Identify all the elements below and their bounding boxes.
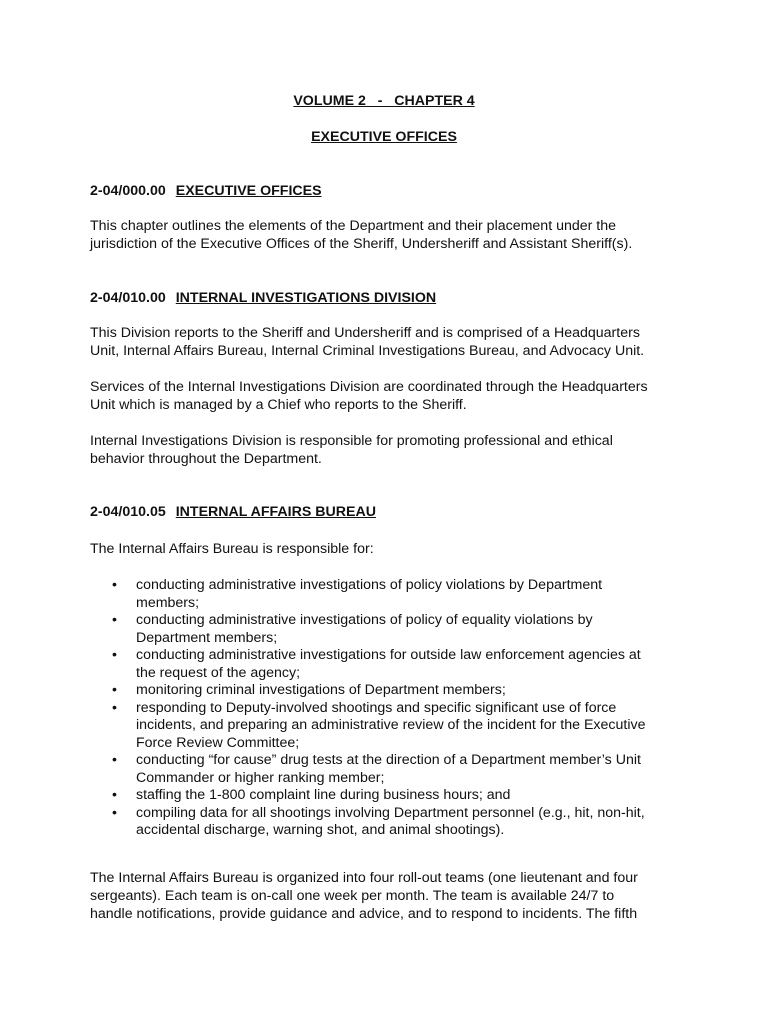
list-item: • conducting administrative investigations of policy violations by Department members; — [112, 577, 603, 611]
section-title: INTERNAL AFFAIRS BUREAU — [175, 504, 376, 520]
list-item: • conducting administrative investigations for outside law enforcement agencies at the request of the agency; — [112, 647, 641, 681]
bullet-icon: • — [112, 612, 117, 628]
chapter-title: EXECUTIVE OFFICES — [311, 129, 457, 145]
list-item: • compiling data for all shootings involving Department personnel (e.g., hit, non-hit, accidental discharge, warning shot, and animal shootings). — [112, 804, 645, 838]
paragraph: This Division reports to the Sheriff and Undersheriff and is comprised of a Headquarters Unit, Internal Affairs Bureau, Internal Criminal Investigations Bureau, and Advocacy Unit. — [90, 325, 645, 359]
list-item: • conducting administrative investigations of policy of equality violations by Department members; — [112, 612, 593, 646]
responsibilities-list — [90, 576, 710, 839]
section-heading-internal-investigations-division — [90, 289, 436, 307]
paragraph: The Internal Affairs Bureau is responsible for: — [90, 541, 374, 557]
paragraph: Services of the Internal Investigations Division are coordinated through the Headquarters Unit which is managed by a Chief who reports to the Sheriff. — [90, 379, 648, 413]
paragraph: The Internal Affairs Bureau is organized into four roll-out teams (one lieutenant and four sergeants). Each team is on-call one week per month. The team is available 24/7 to handle notifications, provide guidance and advice, and to respond to incidents. The fifth — [90, 870, 638, 922]
section-heading-internal-affairs-bureau — [90, 503, 376, 521]
bullet-icon: • — [112, 752, 117, 768]
list-item: • conducting “for cause” drug tests at the direction of a Department member’s Unit Commander or higher ranking member; — [112, 752, 641, 786]
bullet-icon: • — [112, 804, 117, 821]
section-title: INTERNAL INVESTIGATIONS DIVISION — [175, 290, 437, 306]
section-title: EXECUTIVE OFFICES — [175, 183, 322, 199]
bullet-icon: • — [112, 647, 117, 663]
section-number: 2-04/010.05 — [90, 504, 166, 520]
bullet-icon: • — [112, 699, 117, 716]
paragraph: This chapter outlines the elements of the Department and their placement under the jurisdiction of the Executive Offices of the Sheriff, Undersheriff and Assistant Sheriff(s). — [90, 218, 633, 252]
list-item: • staffing the 1-800 complaint line during business hours; and — [112, 787, 511, 803]
volume-title: VOLUME 2 - CHAPTER 4 — [293, 93, 475, 109]
section-heading-executive-offices — [90, 182, 322, 200]
paragraph: Internal Investigations Division is responsible for promoting professional and ethical behavior throughout the Department. — [90, 433, 613, 467]
section-number: 2-04/000.00 — [90, 183, 166, 199]
list-item: • monitoring criminal investigations of Department members; — [112, 682, 506, 698]
bullet-icon: • — [112, 682, 117, 698]
section-number: 2-04/010.00 — [90, 290, 166, 306]
bullet-icon: • — [112, 787, 117, 803]
bullet-icon: • — [112, 577, 117, 593]
list-item: • responding to Deputy-involved shootings and specific significant use of force incidents, and preparing an administrative review of the incident for the Executive Force Review Committee; — [112, 699, 646, 751]
